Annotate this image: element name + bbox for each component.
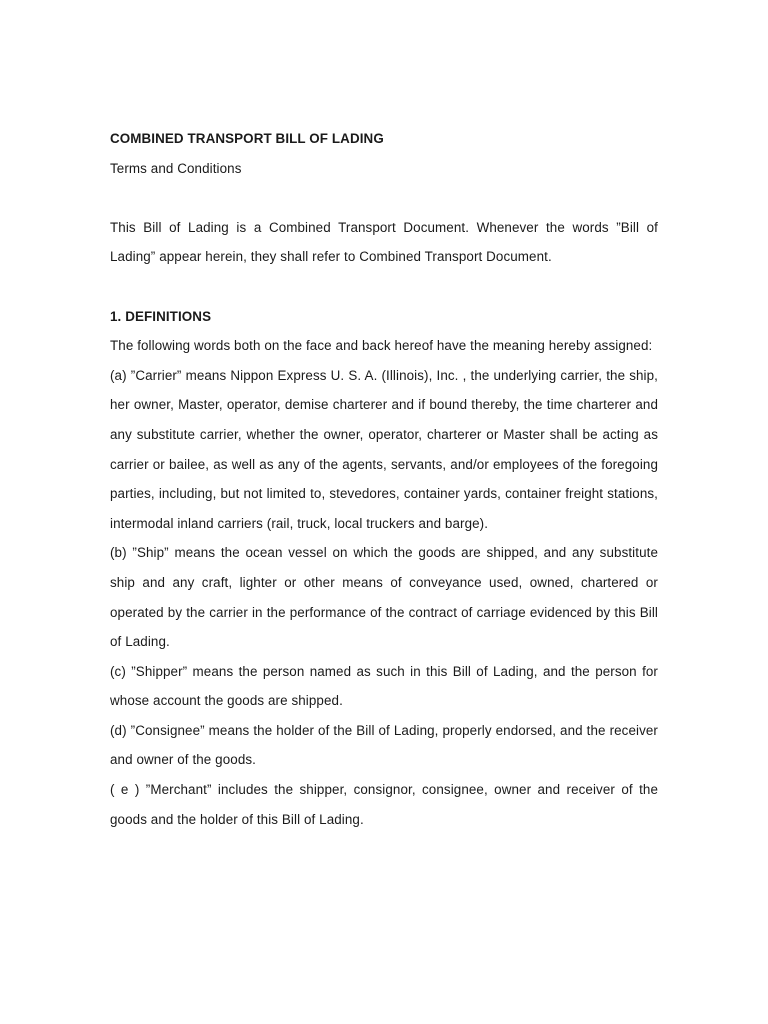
document-subtitle: Terms and Conditions <box>110 160 242 176</box>
definition-item-shipper: (c) ”Shipper” means the person named as such in this Bill of Lading, and the person for whose account the goods are shipped. <box>110 663 658 709</box>
spacer <box>110 272 658 302</box>
spacer <box>110 183 658 213</box>
document-title: COMBINED TRANSPORT BILL OF LADING <box>110 131 384 146</box>
definition-item-merchant: ( e ) ”Merchant” includes the shipper, consignor, consignee, owner and receiver of the goods and the holder of this Bill of Lading. <box>110 782 658 827</box>
definitions-lead: The following words both on the face and back hereof have the meaning hereby assigned: <box>110 338 653 354</box>
definition-item-consignee: (d) ”Consignee” means the holder of the Bill of Lading, properly endorsed, and the receiver and owner of the goods. <box>110 722 658 768</box>
definition-item-carrier: (a) ”Carrier” means Nippon Express U. S. A. (Illinois), Inc. , the underlying carrier, the ship, her owner, Master, operator, demise charterer and if bound thereby, the time charterer and any substitute carrier, whether the owner, operator, charterer or Master shall be acting as carrier or bailee, as well as any of the agents, servants, and/or employees of the foregoing parties, including, but not limited to, stevedores, container yards, container freight stations, intermodal inland carriers (rail, truck, local truckers and barge). <box>110 367 658 531</box>
definition-item-ship: (b) ”Ship” means the ocean vessel on which the goods are shipped, and any substitute ship and any craft, lighter or other means of conveyance used, owned, chartered or operated by the carrier in the performance of the contract of carriage evidenced by this Bill of Lading. <box>110 545 658 650</box>
section-heading-definitions: 1. DEFINITIONS <box>110 308 212 324</box>
intro-paragraph: This Bill of Lading is a Combined Transport Document. Whenever the words ”Bill of Lading” appear herein, they shall refer to Combined Transport Document. <box>110 219 658 265</box>
document-body <box>110 124 658 834</box>
